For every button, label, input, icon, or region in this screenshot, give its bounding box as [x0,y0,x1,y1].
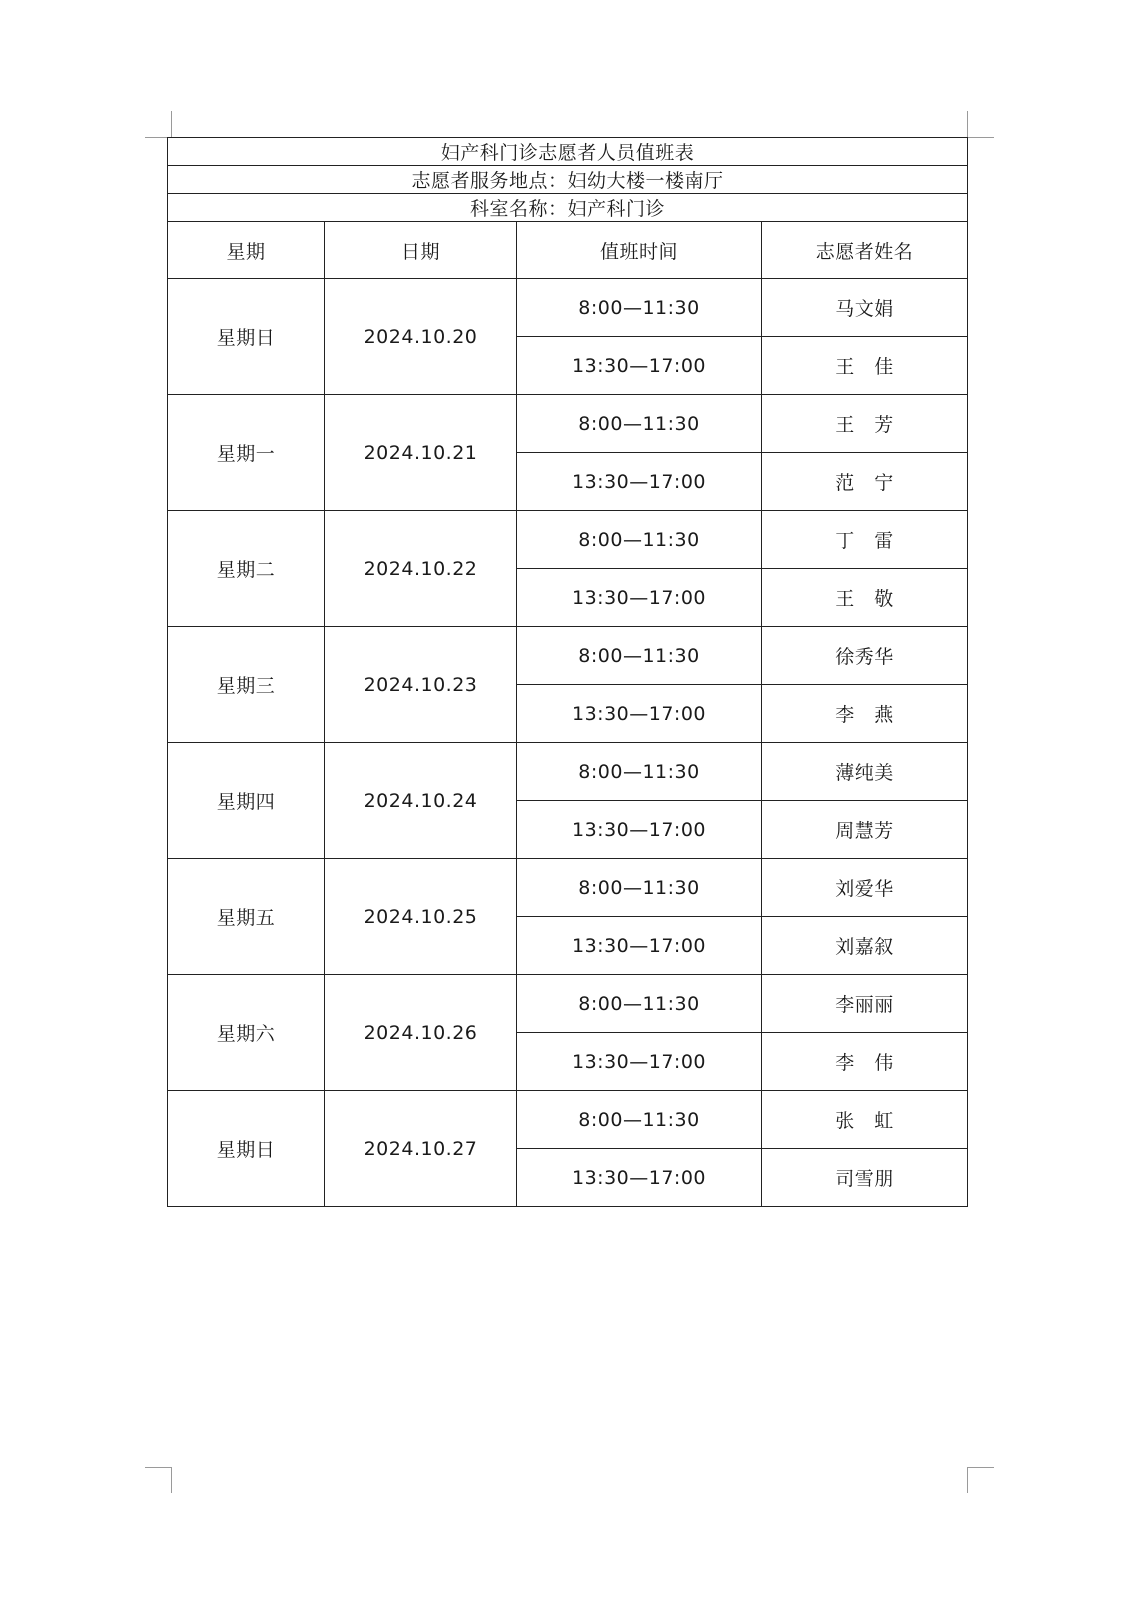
header-shift-time: 值班时间 [517,222,762,279]
date-cell: 2024.10.21 [325,395,517,511]
date-cell: 2024.10.22 [325,511,517,627]
shift-time-cell: 8:00—11:30 [517,395,762,453]
table-row [168,627,968,685]
volunteer-name-cell: 李丽丽 [762,975,968,1033]
shift-time-cell: 13:30—17:00 [517,685,762,743]
crop-mark-top-right-horizontal [968,137,994,138]
volunteer-name-cell: 马文娟 [762,279,968,337]
volunteer-name-cell: 李 伟 [762,1033,968,1091]
table-row [168,1091,968,1149]
header-weekday: 星期 [168,222,325,279]
weekday-cell: 星期日 [168,1091,325,1207]
header-date: 日期 [325,222,517,279]
shift-time-cell: 13:30—17:00 [517,337,762,395]
table-row [168,743,968,801]
shift-time-cell: 13:30—17:00 [517,917,762,975]
volunteer-name-cell: 刘爱华 [762,859,968,917]
weekday-cell: 星期四 [168,743,325,859]
crop-mark-bottom-right-horizontal [968,1467,994,1468]
shift-time-cell: 8:00—11:30 [517,1091,762,1149]
weekday-cell: 星期三 [168,627,325,743]
volunteer-name-cell: 王 佳 [762,337,968,395]
header-volunteer-name: 志愿者姓名 [762,222,968,279]
shift-time-cell: 8:00—11:30 [517,279,762,337]
shift-time-cell: 13:30—17:00 [517,1149,762,1207]
shift-time-cell: 8:00—11:30 [517,975,762,1033]
table-row [168,395,968,453]
service-location: 志愿者服务地点：妇幼大楼一楼南厅 [168,166,968,194]
weekday-cell: 星期一 [168,395,325,511]
table-row [168,511,968,569]
location-row [168,166,968,194]
shift-time-cell: 8:00—11:30 [517,511,762,569]
department-row [168,194,968,222]
volunteer-name-cell: 刘嘉叙 [762,917,968,975]
shift-time-cell: 8:00—11:30 [517,627,762,685]
volunteer-name-cell: 薄纯美 [762,743,968,801]
crop-mark-bottom-left-vertical [171,1467,172,1493]
title-row [168,138,968,166]
volunteer-name-cell: 王 敬 [762,569,968,627]
volunteer-name-cell: 司雪朋 [762,1149,968,1207]
shift-time-cell: 8:00—11:30 [517,859,762,917]
table-row [168,279,968,337]
shift-time-cell: 13:30—17:00 [517,1033,762,1091]
shift-time-cell: 13:30—17:00 [517,569,762,627]
volunteer-name-cell: 徐秀华 [762,627,968,685]
shift-time-cell: 8:00—11:30 [517,743,762,801]
weekday-cell: 星期日 [168,279,325,395]
table-row [168,859,968,917]
volunteer-name-cell: 王 芳 [762,395,968,453]
date-cell: 2024.10.20 [325,279,517,395]
weekday-cell: 星期六 [168,975,325,1091]
date-cell: 2024.10.24 [325,743,517,859]
date-cell: 2024.10.27 [325,1091,517,1207]
volunteer-name-cell: 周慧芳 [762,801,968,859]
crop-mark-bottom-right-vertical [967,1467,968,1493]
weekday-cell: 星期五 [168,859,325,975]
department-name: 科室名称：妇产科门诊 [168,194,968,222]
date-cell: 2024.10.25 [325,859,517,975]
volunteer-name-cell: 张 虹 [762,1091,968,1149]
shift-time-cell: 13:30—17:00 [517,801,762,859]
table-title: 妇产科门诊志愿者人员值班表 [168,138,968,166]
weekday-cell: 星期二 [168,511,325,627]
volunteer-name-cell: 范 宁 [762,453,968,511]
table-row [168,975,968,1033]
volunteer-name-cell: 李 燕 [762,685,968,743]
crop-mark-bottom-left-horizontal [145,1467,171,1468]
crop-mark-top-left-vertical [171,111,172,137]
date-cell: 2024.10.23 [325,627,517,743]
volunteer-roster-table [167,137,968,1207]
volunteer-name-cell: 丁 雷 [762,511,968,569]
date-cell: 2024.10.26 [325,975,517,1091]
crop-mark-top-right-vertical [967,111,968,137]
header-row [168,222,968,279]
shift-time-cell: 13:30—17:00 [517,453,762,511]
